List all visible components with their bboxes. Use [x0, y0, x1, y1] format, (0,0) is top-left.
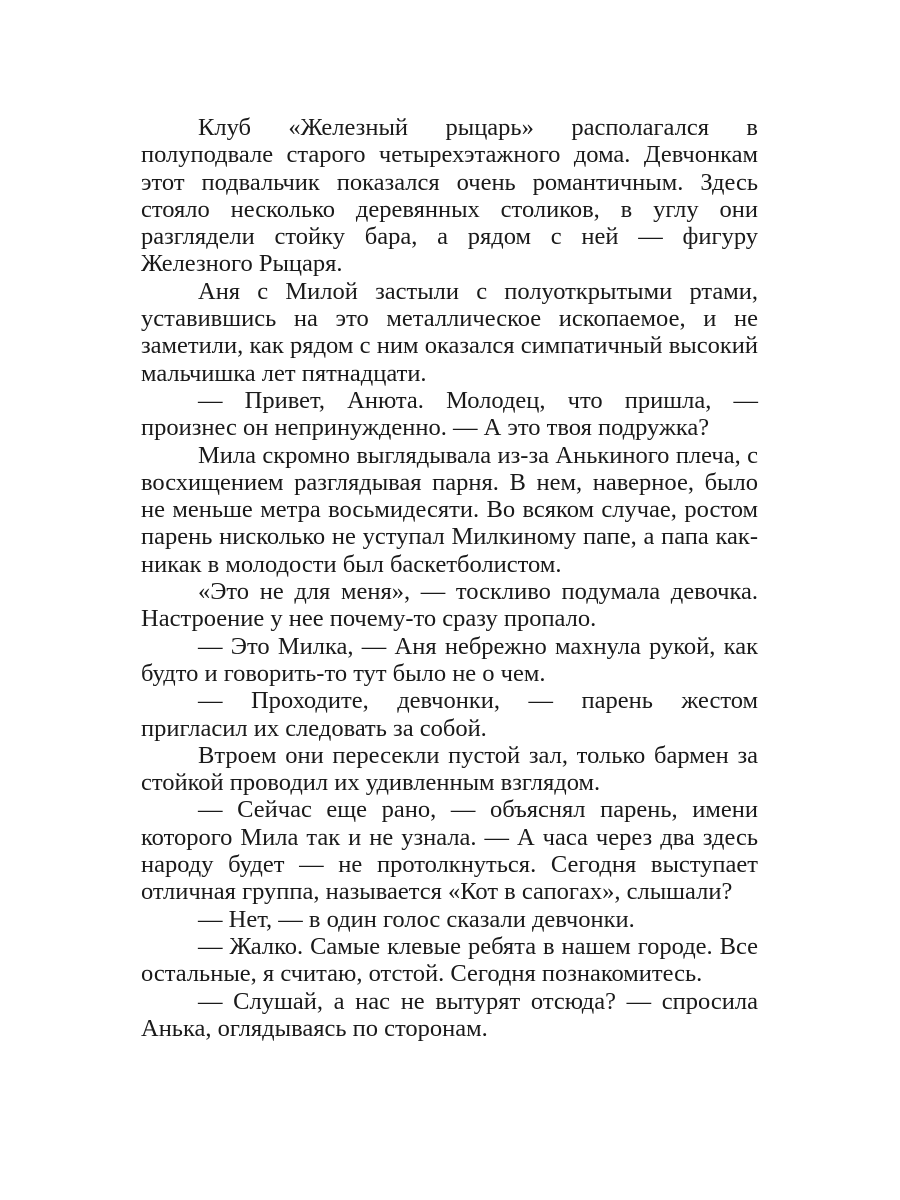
paragraph: — Нет, — в один голос сказали девчонки. — [198, 905, 635, 933]
paragraph: Клуб «Железный рыцарь» располагался в полуподвале старого четырехэтажного дома. Девчонкам этот подвальчик показался очень романтичным. Здесь стояло несколько деревянных столиков, в углу они разглядели стойку бара, а рядом с ней — фигуру Железного Рыцаря. — [141, 114, 758, 278]
paragraph: — Привет, Анюта. Молодец, что пришла, — произнес он непринужденно. — А это твоя подружка? — [141, 386, 758, 442]
paragraph: — Слушай, а нас не вытурят отсюда? — спросила Анька, оглядываясь по сторонам. — [141, 987, 758, 1042]
paragraph: Мила скромно выглядывала из-за Анькиного плеча, с восхищением разглядывая парня. В нем, наверное, было не меньше метра восьмидесяти. Во всяком случае, ростом парень нисколько не уступал Милкиному папе, а папа как-никак в молодости был баскетболистом. — [141, 441, 758, 578]
book-page-text — [141, 114, 758, 1042]
paragraph: Втроем они пересекли пустой зал, только бармен за стойкой проводил их удивленным взглядом. — [141, 741, 758, 797]
paragraph: «Это не для меня», — тоскливо подумала девочка. Настроение у нее почему-то сразу пропало. — [141, 578, 758, 633]
paragraph: — Сейчас еще рано, — объяснял парень, имени которого Мила так и не узнала. — А часа через два здесь народу будет — не протолкнуться. Сегодня выступает отличная группа, называется «Кот в сапогах», слышали? — [141, 796, 758, 906]
paragraph: — Проходите, девчонки, — парень жестом пригласил их следовать за собой. — [141, 687, 758, 742]
paragraph: — Это Милка, — Аня небрежно махнула рукой, как будто и говорить-то тут было не о чем. — [141, 632, 758, 687]
paragraph: — Жалко. Самые клевые ребята в нашем городе. Все остальные, я считаю, отстой. Сегодня познакомитесь. — [141, 932, 758, 988]
paragraph: Аня с Милой застыли с полуоткрытыми ртами, уставившись на это металлическое ископаемое, и не заметили, как рядом с ним оказался симпатичный высокий мальчишка лет пятнадцати. — [141, 277, 758, 387]
